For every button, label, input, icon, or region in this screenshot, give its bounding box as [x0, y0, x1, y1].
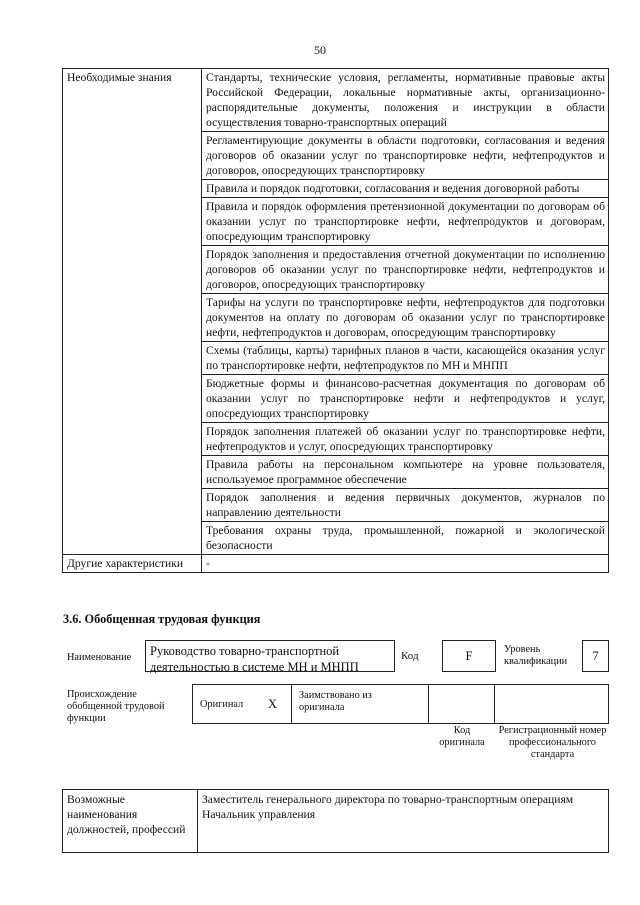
table-row	[63, 790, 609, 853]
position-item: Начальник управления	[202, 808, 316, 821]
function-name-value: Руководство товарно-транспортной деятельностью в системе МН и МНПП	[150, 644, 359, 674]
knowledge-table	[62, 68, 609, 573]
page-number: 50	[314, 43, 326, 57]
knowledge-item: Тарифы на услуги по транспортировке нефти, нефтепродуктов для подготовки документов на оплату по договорам об оказании услуг по транспортировке нефти, нефтепродуктов и договорам, опосредующим транспортировку	[202, 294, 609, 342]
positions-label: Возможные наименования должностей, профессий	[63, 790, 198, 853]
knowledge-item: Порядок заполнения и ведения первичных документов, журналов по направлению деятельности	[202, 489, 609, 522]
original-cell	[192, 684, 292, 724]
positions-values	[198, 790, 609, 853]
registration-caption: Регистрационный номер профессионального стандарта	[498, 725, 607, 760]
section-title: 3.6. Обобщенная трудовая функция	[63, 612, 261, 626]
knowledge-item: Правила и порядок оформления претензионной документации по договорам об оказании услуг по транспортировке нефти, нефтепродуктов и договорам, опосредующим транспортировку	[202, 198, 609, 246]
original-mark: X	[268, 697, 278, 711]
function-name-box	[145, 640, 395, 672]
other-label: Другие характеристики	[63, 555, 202, 573]
knowledge-item: Схемы (таблицы, карты) тарифных планов в части, касающейся оказания услуг по транспортировке нефти, нефтепродуктов по МН и МНПП	[202, 342, 609, 375]
knowledge-item: Стандарты, технические условия, регламенты, нормативные правовые акты Российской Федерации, локальные нормативные акты, организационно-распорядительные документы, положения и инструкции в области осуществления товарно-транспортных операций	[202, 69, 609, 132]
borrowed-cell	[291, 684, 429, 724]
knowledge-label: Необходимые знания	[63, 69, 202, 555]
other-value: -	[202, 555, 609, 573]
positions-table	[62, 789, 609, 853]
knowledge-item: Правила и порядок подготовки, согласования и ведения договорной работы	[202, 180, 609, 198]
original-label: Оригинал	[200, 699, 244, 710]
knowledge-item: Порядок заполнения платежей об оказании услуг по транспортировке нефти, нефтепродуктов и услуг, опосредующих транспортировку	[202, 423, 609, 456]
knowledge-item: Требования охраны труда, промышленной, пожарной и экологической безопасности	[202, 522, 609, 555]
table-row	[63, 69, 609, 132]
knowledge-item: Регламентирующие документы в области подготовки, согласования и ведения договоров об оказании услуг по транспортировке нефти, нефтепродуктов и договоров, опосредующих транспортировку	[202, 132, 609, 180]
qualification-level-box	[582, 640, 609, 672]
borrowed-label: Заимствовано из оригинала	[299, 690, 372, 713]
position-item: Заместитель генерального директора по товарно-транспортным операциям	[202, 793, 574, 806]
code-label: Код	[401, 650, 419, 662]
name-label: Наименование	[67, 652, 132, 663]
knowledge-item: Правила работы на персональном компьютере на уровне пользователя, используемое программное обеспечение	[202, 456, 609, 489]
qualification-level-value: 7	[592, 649, 599, 663]
original-code-cell	[428, 684, 495, 724]
table-row	[63, 555, 609, 573]
origin-label: Происхождение обобщенной трудовой функции	[67, 689, 165, 724]
knowledge-item: Порядок заполнения и предоставления отчетной документации по исполнению договоров об оказании услуг по транспортировке нефти, нефтепродуктов и договоров, опосредующих транспортировку	[202, 246, 609, 294]
knowledge-item: Бюджетные формы и финансово-расчетная документация по договорам об оказании услуг по транспортировке нефти и нефтепродуктов и услуг, опосредующих транспортировку	[202, 375, 609, 423]
level-label: Уровень квалификации	[504, 644, 568, 667]
function-code-box	[442, 640, 496, 672]
function-code-value: F	[465, 649, 473, 663]
registration-number-cell	[494, 684, 609, 724]
code-caption: Код оригинала	[439, 725, 485, 748]
